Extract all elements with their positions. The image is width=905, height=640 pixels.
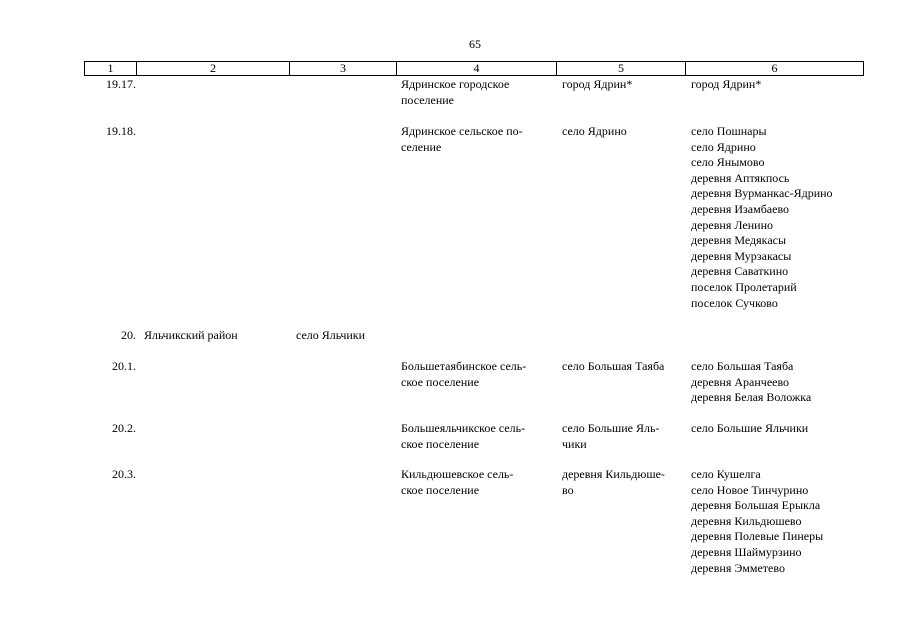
localities-list-line: деревня Эмметево [691,560,785,575]
table-header-row [84,61,864,76]
administrative-center-line: чики [562,436,587,451]
row-number: 20.1. [112,359,136,373]
settlement-name-line: Большеяльчикское сель- [401,421,526,435]
header-col-2: 2 [137,62,290,75]
localities-list [691,467,823,576]
localities-list-line: деревня Полевые Пинеры [691,529,824,544]
localities-list-line: деревня Кильдюшево [691,513,802,528]
district-center: село Яльчики [296,328,366,342]
settlement-name-line: ское поселение [401,436,480,451]
settlement-name [401,467,513,498]
administrative-center [562,124,627,140]
localities-list-line: село Кушелга [691,467,761,481]
page-number: 65 [469,37,481,51]
localities-list-line: село Большая Таяба [691,359,794,373]
localities-list-line: деревня Медякасы [691,233,787,248]
header-col-3: 3 [290,62,397,75]
localities-list [691,359,811,406]
header-col-5: 5 [557,62,686,75]
settlement-name-line: ское поселение [401,482,480,497]
localities-list-line: село Большие Яльчики [691,421,809,435]
settlement-name [401,124,523,155]
administrative-center-line: деревня Кильдюше- [562,467,665,481]
settlement-name-line: ское поселение [401,374,480,389]
localities-list-line: деревня Белая Воложка [691,390,812,405]
row-number: 20.2. [112,421,136,435]
settlement-name-line: Ядринское сельское по- [401,124,523,138]
settlement-name-line: Большетаябинское сель- [401,359,527,373]
district-name: Яльчикский район [144,328,238,342]
localities-list-line: село Пошнары [691,124,767,138]
localities-list-line: деревня Изамбаево [691,201,790,216]
localities-list-line: деревня Аранчеево [691,374,790,389]
localities-list-line: город Ядрин* [691,77,762,91]
settlement-name-line: Кильдюшевское сель- [401,467,514,481]
settlement-name [401,77,509,108]
localities-list-line: деревня Ленино [691,217,774,232]
administrative-center-line: город Ядрин* [562,77,633,91]
localities-list-line: деревня Шаймурзино [691,544,802,559]
row-number: 20. [121,328,136,342]
localities-list-line: деревня Мурзакасы [691,248,792,263]
administrative-center-line: село Большие Яль- [562,421,660,435]
localities-list [691,77,761,93]
administrative-center-line: село Большая Таяба [562,359,665,373]
header-col-6: 6 [771,61,778,75]
localities-list-line: село Янымово [691,155,765,170]
settlement-name-line: селение [401,139,442,154]
administrative-center-line: село Ядрино [562,124,627,138]
header-col-4: 4 [397,62,557,75]
administrative-center [562,359,664,375]
localities-list-line: село Новое Тинчурино [691,482,809,497]
settlement-name-line: поселение [401,92,455,107]
administrative-center [562,467,665,498]
localities-list [691,421,808,437]
localities-list [691,124,833,311]
header-col-1: 1 [85,62,137,75]
administrative-center [562,77,632,93]
settlement-name-line: Ядринское городское [401,77,510,91]
localities-list-line: село Ядрино [691,139,756,154]
settlement-name [401,421,525,452]
settlement-name [401,359,526,390]
localities-list-line: деревня Большая Ерыкла [691,498,821,513]
administrative-center-line: во [562,482,574,497]
row-number: 20.3. [112,467,136,481]
localities-list-line: деревня Саваткино [691,264,789,279]
localities-list-line: деревня Аптякпось [691,170,790,185]
localities-list-line: поселок Пролетарий [691,279,797,294]
localities-list-line: деревня Вурманкас-Ядрино [691,186,833,201]
administrative-center [562,421,659,452]
row-number: 19.18. [106,124,136,138]
row-number: 19.17. [106,77,136,91]
localities-list-line: поселок Сучково [691,295,778,310]
